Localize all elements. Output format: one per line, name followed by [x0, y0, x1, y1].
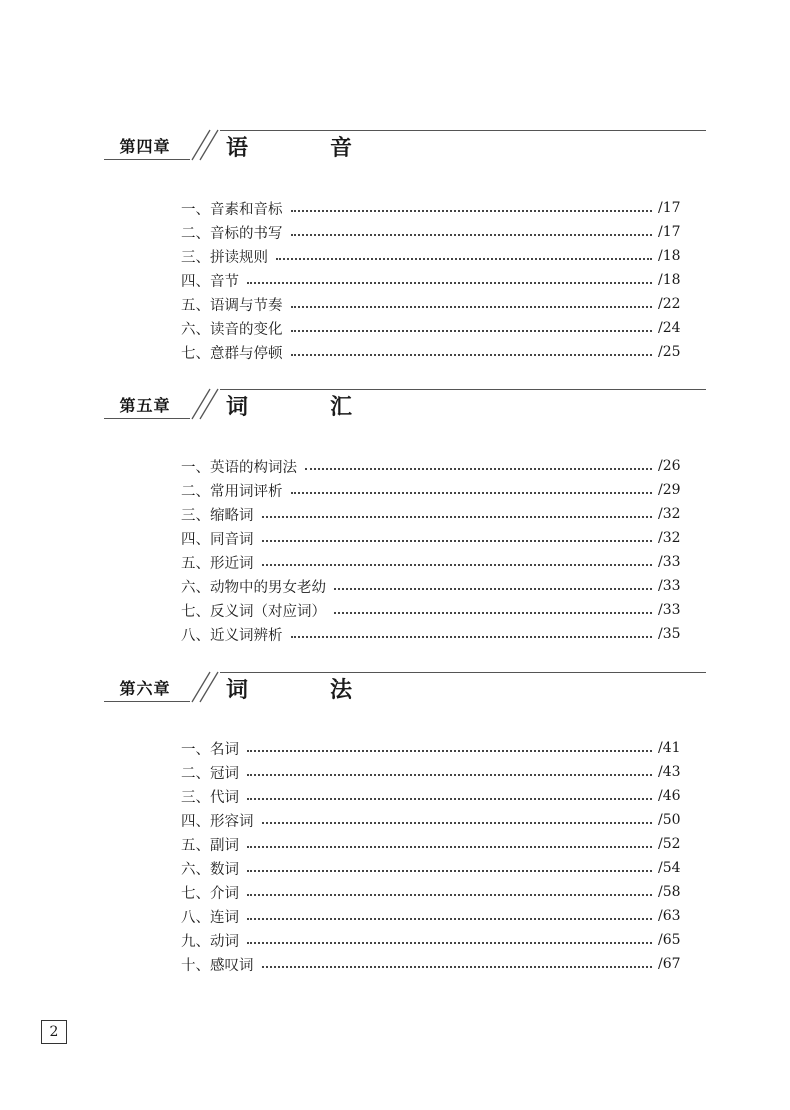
entry-page: /33: [658, 554, 681, 570]
dot-leader: [334, 612, 652, 614]
dot-leader: [247, 282, 652, 284]
entry-text: 一、名词: [181, 741, 239, 758]
entry-text: 七、意群与停顿: [181, 345, 283, 362]
label-underline: [104, 418, 190, 419]
entry-text: 二、常用词评析: [181, 483, 283, 500]
entry-text: 六、读音的变化: [181, 321, 283, 338]
chapter-label: 第六章: [119, 679, 171, 698]
slash-decoration-icon: [188, 670, 224, 704]
label-underline: [104, 701, 190, 702]
entry-page: /35: [658, 626, 681, 642]
entry-text: 三、代词: [181, 789, 239, 806]
chapter-label: 第四章: [119, 137, 171, 156]
entry-page: /32: [658, 506, 681, 522]
entry-page: /52: [658, 836, 681, 852]
label-underline: [104, 159, 190, 160]
entry-text: 四、音节: [181, 273, 239, 290]
slash-decoration-icon: [188, 128, 224, 162]
entry-page: /67: [658, 956, 681, 972]
toc-list-chapter-4: [181, 196, 680, 364]
dot-leader: [291, 636, 653, 638]
chapter-title-char-1: 语: [226, 135, 249, 161]
chapter-title-char-1: 词: [226, 394, 249, 420]
dot-leader: [291, 492, 653, 494]
toc-entry[interactable]: [181, 292, 680, 316]
chapter-label: 第五章: [119, 396, 171, 415]
entry-text: 五、语调与节奏: [181, 297, 283, 314]
toc-entry[interactable]: [181, 784, 680, 808]
toc-list-chapter-5: [181, 454, 680, 646]
dot-leader: [334, 588, 652, 590]
dot-leader: [247, 798, 652, 800]
entry-text: 十、感叹词: [181, 957, 254, 974]
dot-leader: [262, 516, 653, 518]
slash-decoration-icon: [188, 387, 224, 421]
dot-leader: [247, 774, 652, 776]
dot-leader: [291, 354, 653, 356]
toc-entry[interactable]: [181, 502, 680, 526]
dot-leader: [247, 846, 652, 848]
entry-page: /24: [658, 320, 681, 336]
entry-text: 六、动物中的男女老幼: [181, 579, 326, 596]
page-number: 2: [41, 1020, 67, 1044]
entry-text: 一、音素和音标: [181, 201, 283, 218]
toc-entry[interactable]: [181, 316, 680, 340]
header-rule: [220, 389, 706, 390]
dot-leader: [305, 468, 652, 470]
toc-entry[interactable]: [181, 244, 680, 268]
toc-entry[interactable]: [181, 760, 680, 784]
entry-page: /33: [658, 578, 681, 594]
toc-entry[interactable]: [181, 478, 680, 502]
chapter-title-char-2: 音: [330, 135, 353, 161]
dot-leader: [247, 918, 652, 920]
entry-page: /46: [658, 788, 681, 804]
dot-leader: [291, 234, 653, 236]
chapter-title-char-2: 法: [330, 677, 353, 703]
chapter-heading-4: [104, 130, 706, 170]
entry-text: 六、数词: [181, 861, 239, 878]
toc-entry[interactable]: [181, 550, 680, 574]
header-rule: [220, 672, 706, 673]
chapter-title: [226, 135, 352, 161]
entry-page: /18: [658, 248, 681, 264]
entry-page: /58: [658, 884, 681, 900]
toc-entry[interactable]: [181, 904, 680, 928]
entry-page: /17: [658, 224, 681, 240]
toc-entry[interactable]: [181, 622, 680, 646]
chapter-heading-5: [104, 389, 706, 429]
entry-page: /22: [658, 296, 681, 312]
entry-text: 一、英语的构词法: [181, 459, 297, 476]
toc-entry[interactable]: [181, 574, 680, 598]
entry-page: /43: [658, 764, 681, 780]
toc-entry[interactable]: [181, 454, 680, 478]
entry-text: 九、动词: [181, 933, 239, 950]
entry-text: 七、介词: [181, 885, 239, 902]
dot-leader: [262, 564, 653, 566]
toc-entry[interactable]: [181, 340, 680, 364]
entry-text: 五、形近词: [181, 555, 254, 572]
dot-leader: [247, 942, 652, 944]
dot-leader: [276, 258, 652, 260]
toc-entry[interactable]: [181, 808, 680, 832]
header-rule: [220, 130, 706, 131]
dot-leader: [247, 870, 652, 872]
entry-page: /26: [658, 458, 681, 474]
toc-entry[interactable]: [181, 196, 680, 220]
entry-page: /17: [658, 200, 681, 216]
entry-text: 二、冠词: [181, 765, 239, 782]
entry-text: 三、缩略词: [181, 507, 254, 524]
toc-entry[interactable]: [181, 856, 680, 880]
dot-leader: [262, 822, 653, 824]
chapter-title-char-2: 汇: [330, 394, 353, 420]
toc-entry[interactable]: [181, 928, 680, 952]
chapter-title: [226, 394, 352, 420]
toc-entry[interactable]: [181, 220, 680, 244]
entry-text: 八、近义词辨析: [181, 627, 283, 644]
toc-entry[interactable]: [181, 736, 680, 760]
dot-leader: [262, 966, 653, 968]
dot-leader: [262, 540, 653, 542]
entry-page: /54: [658, 860, 681, 876]
toc-entry[interactable]: [181, 598, 680, 622]
entry-text: 四、形容词: [181, 813, 254, 830]
toc-entry[interactable]: [181, 268, 680, 292]
dot-leader: [291, 330, 653, 332]
entry-text: 五、副词: [181, 837, 239, 854]
chapter-title-char-1: 词: [226, 677, 249, 703]
entry-text: 八、连词: [181, 909, 239, 926]
toc-entry[interactable]: [181, 952, 680, 976]
entry-page: /25: [658, 344, 681, 360]
dot-leader: [291, 210, 653, 212]
entry-page: /29: [658, 482, 681, 498]
toc-entry[interactable]: [181, 832, 680, 856]
entry-page: /65: [658, 932, 681, 948]
toc-entry[interactable]: [181, 526, 680, 550]
toc-list-chapter-6: [181, 736, 680, 976]
toc-entry[interactable]: [181, 880, 680, 904]
entry-page: /18: [658, 272, 681, 288]
dot-leader: [247, 894, 652, 896]
entry-text: 四、同音词: [181, 531, 254, 548]
entry-text: 二、音标的书写: [181, 225, 283, 242]
entry-page: /33: [658, 602, 681, 618]
entry-page: /63: [658, 908, 681, 924]
chapter-title: [226, 677, 352, 703]
entry-page: /41: [658, 740, 681, 756]
entry-text: 七、反义词（对应词）: [181, 603, 326, 620]
entry-page: /32: [658, 530, 681, 546]
dot-leader: [291, 306, 653, 308]
entry-text: 三、拼读规则: [181, 249, 268, 266]
entry-page: /50: [658, 812, 681, 828]
chapter-heading-6: [104, 672, 706, 712]
dot-leader: [247, 750, 652, 752]
